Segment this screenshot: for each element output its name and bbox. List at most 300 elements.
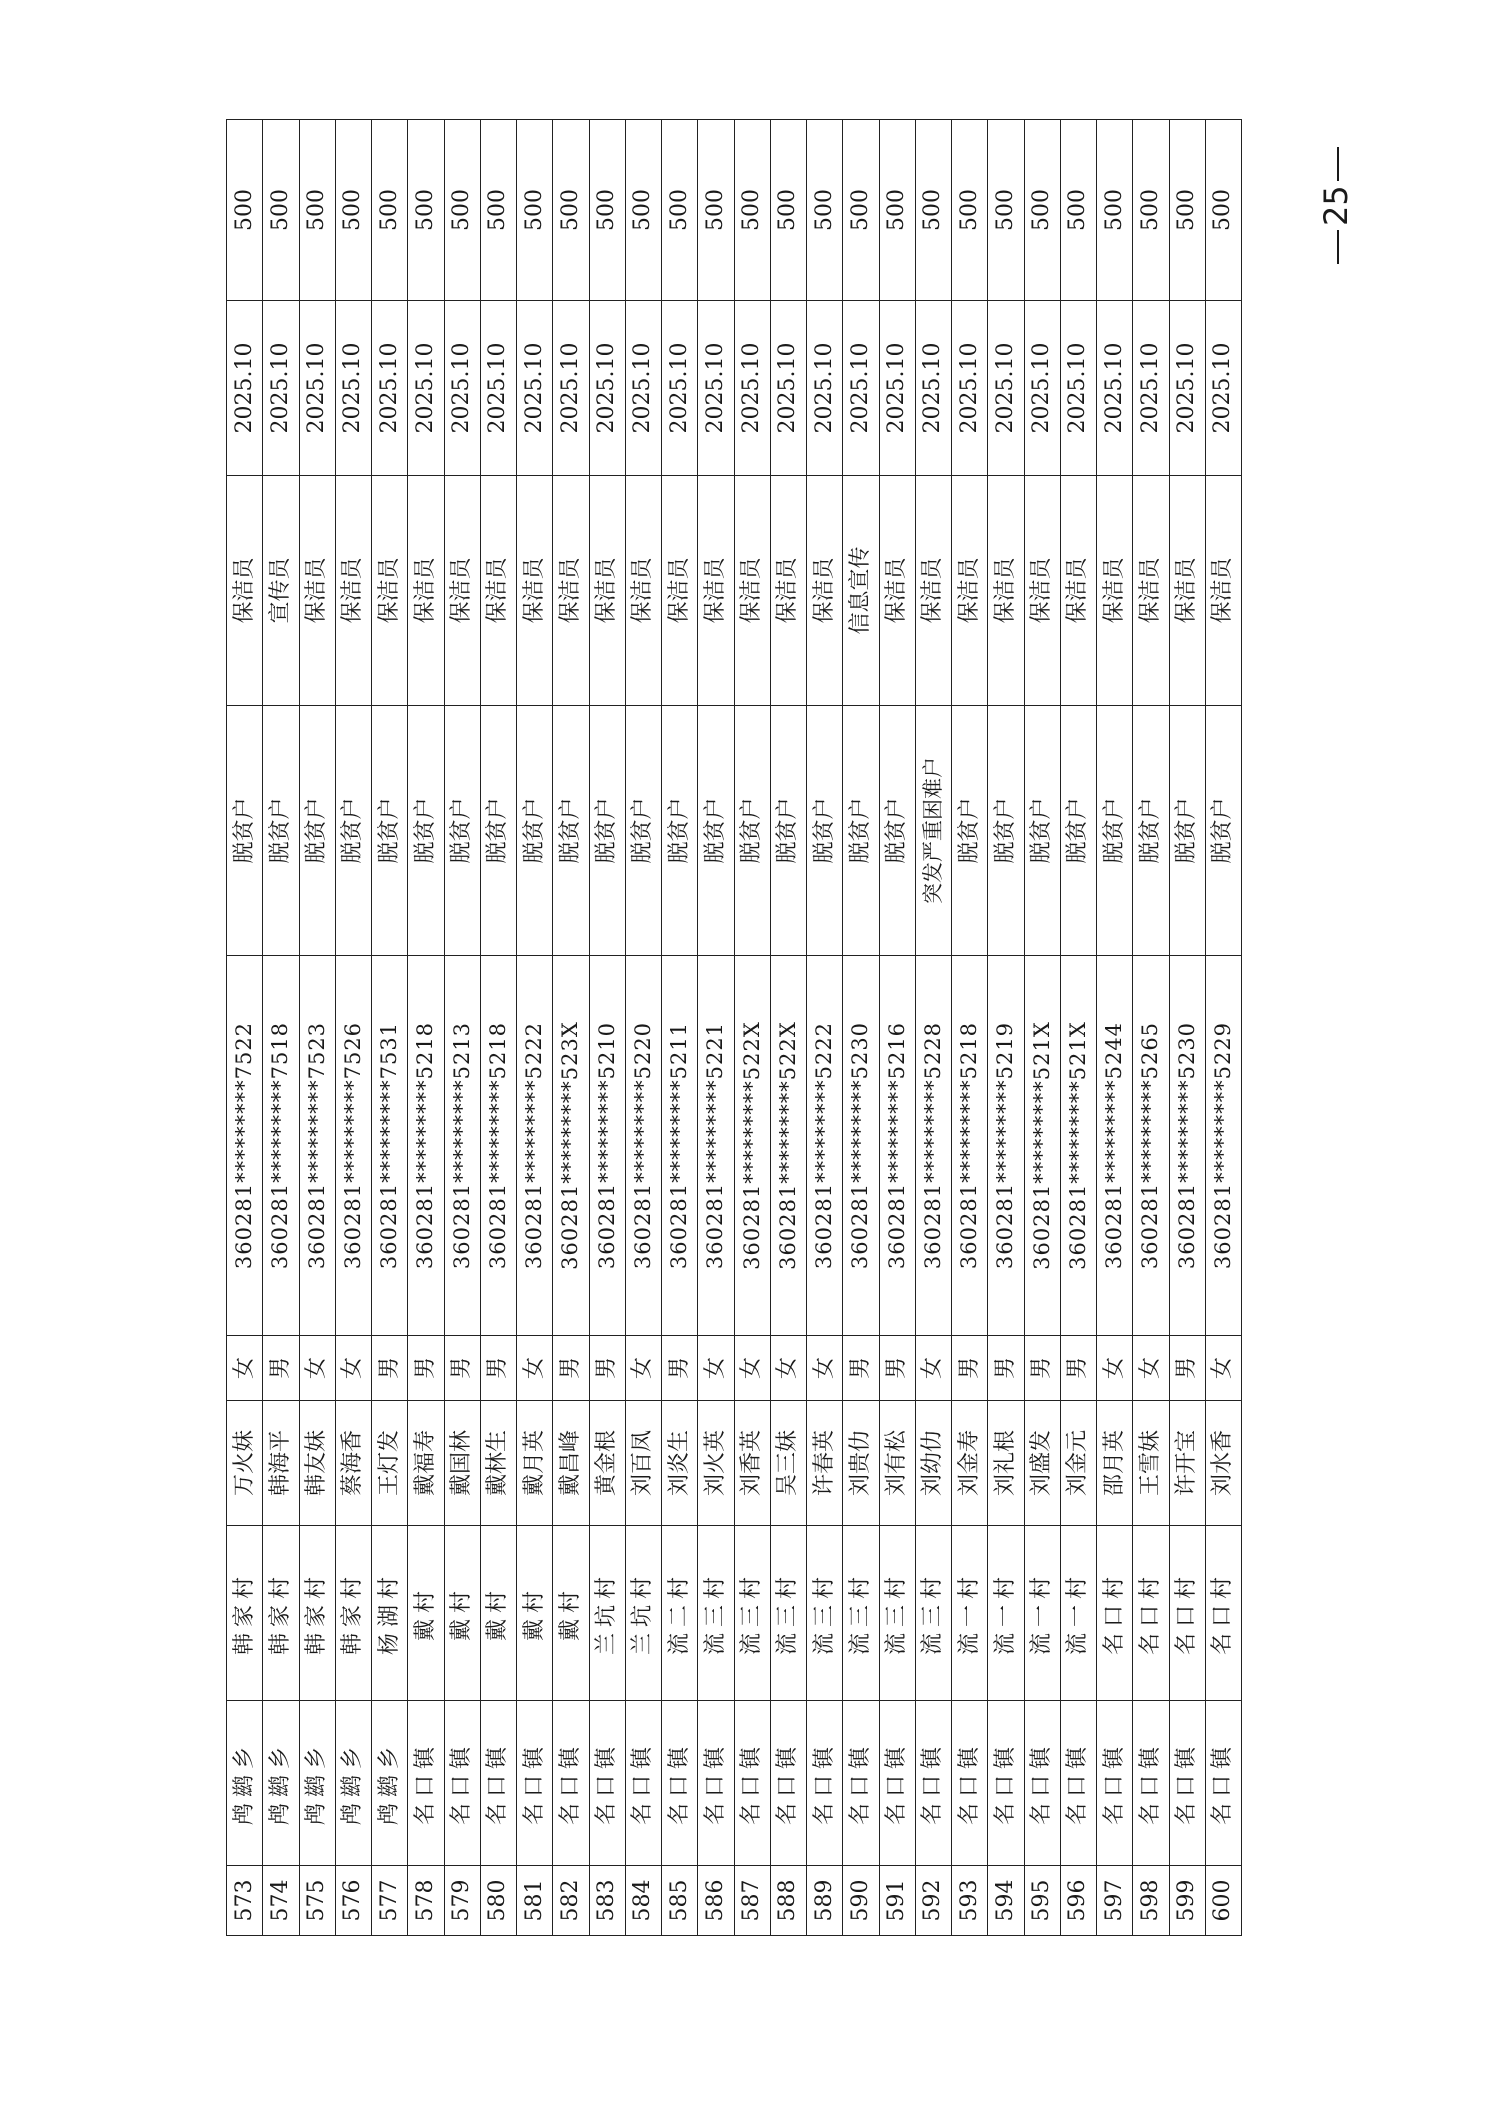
cell-amount: 500: [698, 120, 734, 301]
cell-person-name: 许春英: [807, 1401, 843, 1526]
cell-person-name: 许开宝: [1169, 1401, 1205, 1526]
cell-id-number: 360281*********5210: [589, 956, 625, 1336]
cell-amount: 500: [1060, 120, 1096, 301]
cell-serial-number: 582: [553, 1866, 589, 1936]
table-row: [372, 120, 408, 1936]
cell-job-position: 保洁员: [1060, 476, 1096, 706]
cell-village: 韩家村: [227, 1526, 263, 1701]
cell-household-category: 脱贫户: [299, 706, 335, 956]
cell-job-position: 保洁员: [1024, 476, 1060, 706]
table-row: [589, 120, 625, 1936]
cell-serial-number: 573: [227, 1866, 263, 1936]
cell-gender: 女: [807, 1336, 843, 1401]
cell-amount: 500: [807, 120, 843, 301]
cell-amount: 500: [915, 120, 951, 301]
table-row: [770, 120, 806, 1936]
table-row: [988, 120, 1024, 1936]
cell-gender: 男: [1169, 1336, 1205, 1401]
cell-date: 2025.10: [734, 301, 770, 476]
cell-amount: 500: [553, 120, 589, 301]
cell-household-category: 脱贫户: [843, 706, 879, 956]
cell-amount: 500: [589, 120, 625, 301]
cell-village: 戴村: [444, 1526, 480, 1701]
cell-amount: 500: [227, 120, 263, 301]
cell-job-position: 保洁员: [408, 476, 444, 706]
cell-person-name: 戴福寿: [408, 1401, 444, 1526]
cell-amount: 500: [1097, 120, 1133, 301]
cell-serial-number: 586: [698, 1866, 734, 1936]
cell-serial-number: 596: [1060, 1866, 1096, 1936]
cell-amount: 500: [408, 120, 444, 301]
cell-date: 2025.10: [263, 301, 299, 476]
cell-serial-number: 583: [589, 1866, 625, 1936]
cell-village: 兰坑村: [589, 1526, 625, 1701]
cell-person-name: 蔡海香: [335, 1401, 371, 1526]
table-body: [227, 120, 1242, 1936]
cell-amount: 500: [1024, 120, 1060, 301]
cell-household-category: 脱贫户: [1205, 706, 1241, 956]
cell-gender: 男: [1060, 1336, 1096, 1401]
cell-household-category: 脱贫户: [1133, 706, 1169, 956]
cell-serial-number: 581: [517, 1866, 553, 1936]
cell-gender: 女: [734, 1336, 770, 1401]
cell-job-position: 保洁员: [1097, 476, 1133, 706]
cell-gender: 女: [517, 1336, 553, 1401]
cell-person-name: 刘盛发: [1024, 1401, 1060, 1526]
cell-id-number: 360281*********5222: [807, 956, 843, 1336]
cell-village: 名口村: [1133, 1526, 1169, 1701]
cell-person-name: 刘金寿: [952, 1401, 988, 1526]
cell-household-category: 脱贫户: [1169, 706, 1205, 956]
subsidy-roster-table: [226, 119, 1242, 1936]
cell-gender: 男: [988, 1336, 1024, 1401]
cell-township: 名口镇: [589, 1701, 625, 1866]
cell-village: 流一村: [988, 1526, 1024, 1701]
cell-amount: 500: [1205, 120, 1241, 301]
cell-amount: 500: [662, 120, 698, 301]
cell-township: 名口镇: [1133, 1701, 1169, 1866]
cell-date: 2025.10: [480, 301, 516, 476]
cell-amount: 500: [770, 120, 806, 301]
cell-job-position: 保洁员: [952, 476, 988, 706]
cell-gender: 女: [335, 1336, 371, 1401]
cell-id-number: 360281*********522X: [734, 956, 770, 1336]
table-row: [698, 120, 734, 1936]
cell-household-category: 脱贫户: [952, 706, 988, 956]
cell-serial-number: 587: [734, 1866, 770, 1936]
cell-amount: 500: [372, 120, 408, 301]
cell-date: 2025.10: [444, 301, 480, 476]
cell-job-position: 保洁员: [770, 476, 806, 706]
cell-person-name: 黄金根: [589, 1401, 625, 1526]
cell-person-name: 韩海平: [263, 1401, 299, 1526]
cell-township: 名口镇: [553, 1701, 589, 1866]
cell-township: 名口镇: [625, 1701, 661, 1866]
table-row: [879, 120, 915, 1936]
cell-job-position: 保洁员: [734, 476, 770, 706]
cell-gender: 女: [625, 1336, 661, 1401]
cell-date: 2025.10: [1169, 301, 1205, 476]
cell-job-position: 保洁员: [698, 476, 734, 706]
cell-township: 名口镇: [988, 1701, 1024, 1866]
cell-date: 2025.10: [1060, 301, 1096, 476]
cell-gender: 男: [553, 1336, 589, 1401]
cell-job-position: 保洁员: [625, 476, 661, 706]
cell-serial-number: 595: [1024, 1866, 1060, 1936]
cell-date: 2025.10: [879, 301, 915, 476]
cell-person-name: 刘贵仂: [843, 1401, 879, 1526]
cell-person-name: 刘炎生: [662, 1401, 698, 1526]
cell-household-category: 脱贫户: [734, 706, 770, 956]
cell-id-number: 360281*********5213: [444, 956, 480, 1336]
cell-date: 2025.10: [698, 301, 734, 476]
cell-township: 名口镇: [843, 1701, 879, 1866]
cell-serial-number: 585: [662, 1866, 698, 1936]
cell-person-name: 吴三妹: [770, 1401, 806, 1526]
cell-township: 名口镇: [698, 1701, 734, 1866]
cell-id-number: 360281*********7526: [335, 956, 371, 1336]
cell-household-category: 脱贫户: [879, 706, 915, 956]
cell-person-name: 刘火英: [698, 1401, 734, 1526]
cell-serial-number: 598: [1133, 1866, 1169, 1936]
cell-village: 流三村: [915, 1526, 951, 1701]
cell-job-position: 信息宣传: [843, 476, 879, 706]
table-row: [1060, 120, 1096, 1936]
cell-township: 鸬鹚乡: [227, 1701, 263, 1866]
cell-gender: 男: [1024, 1336, 1060, 1401]
cell-village: 戴村: [408, 1526, 444, 1701]
cell-date: 2025.10: [299, 301, 335, 476]
cell-serial-number: 597: [1097, 1866, 1133, 1936]
cell-person-name: 刘香英: [734, 1401, 770, 1526]
cell-village: 流三村: [770, 1526, 806, 1701]
cell-village: 流二村: [662, 1526, 698, 1701]
cell-household-category: 脱贫户: [625, 706, 661, 956]
cell-amount: 500: [625, 120, 661, 301]
cell-amount: 500: [879, 120, 915, 301]
cell-date: 2025.10: [625, 301, 661, 476]
cell-household-category: 脱贫户: [517, 706, 553, 956]
cell-household-category: 脱贫户: [444, 706, 480, 956]
page-number-dash-left: [1337, 230, 1339, 264]
cell-township: 名口镇: [408, 1701, 444, 1866]
cell-gender: 男: [879, 1336, 915, 1401]
cell-township: 鸬鹚乡: [335, 1701, 371, 1866]
cell-serial-number: 592: [915, 1866, 951, 1936]
table-row: [915, 120, 951, 1936]
table-row: [1133, 120, 1169, 1936]
cell-village: 流一村: [1060, 1526, 1096, 1701]
cell-person-name: 韩友妹: [299, 1401, 335, 1526]
cell-amount: 500: [480, 120, 516, 301]
cell-township: 名口镇: [770, 1701, 806, 1866]
cell-township: 鸬鹚乡: [263, 1701, 299, 1866]
cell-serial-number: 579: [444, 1866, 480, 1936]
table-row: [263, 120, 299, 1936]
cell-amount: 500: [1169, 120, 1205, 301]
cell-person-name: 戴林生: [480, 1401, 516, 1526]
cell-village: 名口村: [1097, 1526, 1133, 1701]
cell-household-category: 脱贫户: [1060, 706, 1096, 956]
cell-township: 名口镇: [879, 1701, 915, 1866]
cell-id-number: 360281*********5244: [1097, 956, 1133, 1336]
cell-amount: 500: [335, 120, 371, 301]
cell-township: 鸬鹚乡: [372, 1701, 408, 1866]
cell-household-category: 脱贫户: [372, 706, 408, 956]
cell-household-category: 脱贫户: [553, 706, 589, 956]
cell-gender: 女: [698, 1336, 734, 1401]
cell-township: 名口镇: [952, 1701, 988, 1866]
cell-person-name: 邵月英: [1097, 1401, 1133, 1526]
cell-household-category: 脱贫户: [1097, 706, 1133, 956]
cell-person-name: 戴国林: [444, 1401, 480, 1526]
cell-job-position: 保洁员: [480, 476, 516, 706]
cell-date: 2025.10: [589, 301, 625, 476]
table-row: [408, 120, 444, 1936]
cell-township: 名口镇: [444, 1701, 480, 1866]
cell-household-category: 脱贫户: [662, 706, 698, 956]
cell-village: 流三村: [734, 1526, 770, 1701]
cell-job-position: 保洁员: [299, 476, 335, 706]
cell-township: 名口镇: [1024, 1701, 1060, 1866]
cell-village: 韩家村: [299, 1526, 335, 1701]
cell-gender: 男: [662, 1336, 698, 1401]
cell-job-position: 保洁员: [372, 476, 408, 706]
cell-date: 2025.10: [662, 301, 698, 476]
table-row: [553, 120, 589, 1936]
cell-job-position: 保洁员: [517, 476, 553, 706]
cell-job-position: 保洁员: [662, 476, 698, 706]
cell-serial-number: 588: [770, 1866, 806, 1936]
cell-village: 名口村: [1205, 1526, 1241, 1701]
page-number-dash-right: [1337, 147, 1339, 181]
cell-gender: 男: [444, 1336, 480, 1401]
table-row: [517, 120, 553, 1936]
cell-id-number: 360281*********5219: [988, 956, 1024, 1336]
table-row: [662, 120, 698, 1936]
cell-gender: 女: [770, 1336, 806, 1401]
cell-job-position: 保洁员: [444, 476, 480, 706]
cell-gender: 男: [589, 1336, 625, 1401]
cell-serial-number: 580: [480, 1866, 516, 1936]
cell-gender: 女: [1097, 1336, 1133, 1401]
cell-id-number: 360281*********7531: [372, 956, 408, 1336]
table-row: [1169, 120, 1205, 1936]
cell-date: 2025.10: [1024, 301, 1060, 476]
cell-amount: 500: [952, 120, 988, 301]
table-row: [625, 120, 661, 1936]
cell-id-number: 360281*********522X: [770, 956, 806, 1336]
cell-date: 2025.10: [843, 301, 879, 476]
cell-amount: 500: [263, 120, 299, 301]
table-row: [299, 120, 335, 1936]
cell-id-number: 360281*********523X: [553, 956, 589, 1336]
cell-id-number: 360281*********7518: [263, 956, 299, 1336]
cell-id-number: 360281*********5230: [1169, 956, 1205, 1336]
cell-person-name: 王雪妹: [1133, 1401, 1169, 1526]
cell-person-name: 王灯发: [372, 1401, 408, 1526]
cell-id-number: 360281*********5228: [915, 956, 951, 1336]
cell-household-category: 脱贫户: [988, 706, 1024, 956]
cell-job-position: 保洁员: [553, 476, 589, 706]
page-number: [1316, 185, 1356, 268]
cell-date: 2025.10: [227, 301, 263, 476]
cell-serial-number: 575: [299, 1866, 335, 1936]
cell-person-name: 刘金元: [1060, 1401, 1096, 1526]
cell-serial-number: 589: [807, 1866, 843, 1936]
table-row: [227, 120, 263, 1936]
cell-amount: 500: [444, 120, 480, 301]
cell-village: 流一村: [952, 1526, 988, 1701]
table-row: [734, 120, 770, 1936]
cell-household-category: 脱贫户: [227, 706, 263, 956]
cell-village: 流一村: [1024, 1526, 1060, 1701]
cell-village: 戴村: [480, 1526, 516, 1701]
cell-village: 名口村: [1169, 1526, 1205, 1701]
cell-household-category: 脱贫户: [589, 706, 625, 956]
cell-serial-number: 574: [263, 1866, 299, 1936]
table-row: [1024, 120, 1060, 1936]
cell-id-number: 360281*********5211: [662, 956, 698, 1336]
cell-person-name: 刘水香: [1205, 1401, 1241, 1526]
cell-village: 戴村: [553, 1526, 589, 1701]
cell-gender: 男: [372, 1336, 408, 1401]
cell-job-position: 保洁员: [807, 476, 843, 706]
cell-village: 流三村: [807, 1526, 843, 1701]
cell-person-name: 戴昌峰: [553, 1401, 589, 1526]
cell-serial-number: 577: [372, 1866, 408, 1936]
cell-id-number: 360281*********5221: [698, 956, 734, 1336]
table-row: [952, 120, 988, 1936]
cell-person-name: 刘幼仂: [915, 1401, 951, 1526]
cell-household-category: 脱贫户: [698, 706, 734, 956]
cell-serial-number: 584: [625, 1866, 661, 1936]
cell-id-number: 360281*********5216: [879, 956, 915, 1336]
cell-date: 2025.10: [915, 301, 951, 476]
cell-date: 2025.10: [553, 301, 589, 476]
cell-household-category: 脱贫户: [408, 706, 444, 956]
cell-village: 兰坑村: [625, 1526, 661, 1701]
cell-household-category: 突发严重困难户: [915, 706, 951, 956]
cell-gender: 女: [915, 1336, 951, 1401]
cell-date: 2025.10: [1097, 301, 1133, 476]
cell-village: 韩家村: [335, 1526, 371, 1701]
cell-job-position: 保洁员: [879, 476, 915, 706]
table-row: [843, 120, 879, 1936]
cell-township: 名口镇: [1205, 1701, 1241, 1866]
cell-gender: 男: [843, 1336, 879, 1401]
cell-township: 名口镇: [480, 1701, 516, 1866]
cell-gender: 女: [299, 1336, 335, 1401]
cell-date: 2025.10: [770, 301, 806, 476]
table-row: [1097, 120, 1133, 1936]
page-number-text: 25: [1317, 185, 1355, 226]
cell-date: 2025.10: [807, 301, 843, 476]
cell-date: 2025.10: [952, 301, 988, 476]
cell-id-number: 360281*********5218: [408, 956, 444, 1336]
cell-township: 名口镇: [807, 1701, 843, 1866]
cell-serial-number: 600: [1205, 1866, 1241, 1936]
cell-township: 名口镇: [734, 1701, 770, 1866]
cell-id-number: 360281*********7523: [299, 956, 335, 1336]
cell-id-number: 360281*********5229: [1205, 956, 1241, 1336]
cell-job-position: 保洁员: [335, 476, 371, 706]
cell-township: 名口镇: [662, 1701, 698, 1866]
cell-serial-number: 594: [988, 1866, 1024, 1936]
table-row: [480, 120, 516, 1936]
cell-amount: 500: [843, 120, 879, 301]
cell-gender: 男: [952, 1336, 988, 1401]
cell-id-number: 360281*********5220: [625, 956, 661, 1336]
rotated-document-content: [226, 120, 1242, 1936]
cell-serial-number: 590: [843, 1866, 879, 1936]
cell-date: 2025.10: [335, 301, 371, 476]
cell-id-number: 360281*********7522: [227, 956, 263, 1336]
cell-serial-number: 599: [1169, 1866, 1205, 1936]
cell-job-position: 保洁员: [1205, 476, 1241, 706]
cell-date: 2025.10: [988, 301, 1024, 476]
cell-gender: 男: [263, 1336, 299, 1401]
cell-job-position: 保洁员: [1133, 476, 1169, 706]
cell-date: 2025.10: [408, 301, 444, 476]
cell-village: 杨湖村: [372, 1526, 408, 1701]
cell-serial-number: 576: [335, 1866, 371, 1936]
cell-job-position: 宣传员: [263, 476, 299, 706]
cell-person-name: 戴月英: [517, 1401, 553, 1526]
cell-job-position: 保洁员: [1169, 476, 1205, 706]
cell-gender: 男: [480, 1336, 516, 1401]
cell-job-position: 保洁员: [227, 476, 263, 706]
cell-gender: 女: [1133, 1336, 1169, 1401]
cell-id-number: 360281*********5230: [843, 956, 879, 1336]
cell-serial-number: 593: [952, 1866, 988, 1936]
cell-gender: 女: [227, 1336, 263, 1401]
cell-gender: 男: [408, 1336, 444, 1401]
cell-id-number: 360281*********521X: [1024, 956, 1060, 1336]
cell-amount: 500: [734, 120, 770, 301]
table-row: [335, 120, 371, 1936]
cell-township: 名口镇: [915, 1701, 951, 1866]
cell-household-category: 脱贫户: [263, 706, 299, 956]
cell-id-number: 360281*********5265: [1133, 956, 1169, 1336]
cell-person-name: 万火妹: [227, 1401, 263, 1526]
cell-household-category: 脱贫户: [335, 706, 371, 956]
cell-serial-number: 578: [408, 1866, 444, 1936]
table-row: [444, 120, 480, 1936]
cell-date: 2025.10: [517, 301, 553, 476]
cell-person-name: 刘百凤: [625, 1401, 661, 1526]
cell-date: 2025.10: [372, 301, 408, 476]
cell-person-name: 刘礼根: [988, 1401, 1024, 1526]
cell-township: 名口镇: [1097, 1701, 1133, 1866]
cell-gender: 女: [1205, 1336, 1241, 1401]
cell-date: 2025.10: [1133, 301, 1169, 476]
cell-household-category: 脱贫户: [480, 706, 516, 956]
cell-amount: 500: [988, 120, 1024, 301]
cell-amount: 500: [299, 120, 335, 301]
cell-township: 鸬鹚乡: [299, 1701, 335, 1866]
cell-household-category: 脱贫户: [807, 706, 843, 956]
cell-village: 流三村: [843, 1526, 879, 1701]
cell-household-category: 脱贫户: [1024, 706, 1060, 956]
cell-township: 名口镇: [1169, 1701, 1205, 1866]
cell-job-position: 保洁员: [589, 476, 625, 706]
cell-id-number: 360281*********5218: [480, 956, 516, 1336]
cell-village: 流三村: [879, 1526, 915, 1701]
cell-person-name: 刘有松: [879, 1401, 915, 1526]
cell-village: 戴村: [517, 1526, 553, 1701]
cell-id-number: 360281*********5222: [517, 956, 553, 1336]
